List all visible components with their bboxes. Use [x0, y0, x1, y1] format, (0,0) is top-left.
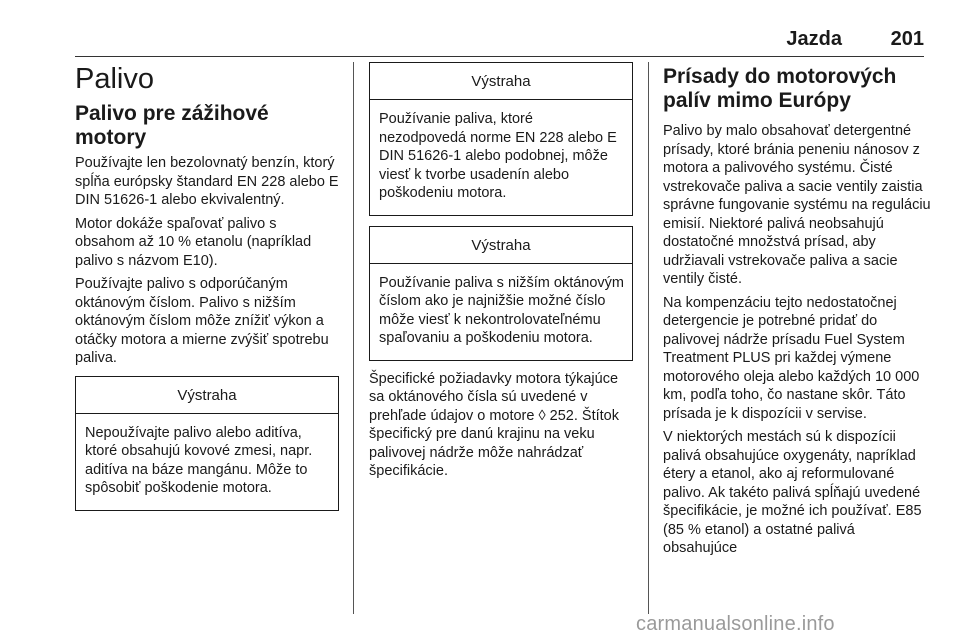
page-title: Palivo [75, 63, 154, 95]
page-number: 201 [890, 28, 924, 50]
column-right [663, 62, 931, 563]
paragraph: Používajte len bezolovnatý benzín, ktorý spĺňa európsky štandard EN 228 alebo E DIN 51626-1 alebo ekvivalentný. [75, 155, 339, 208]
column-divider [648, 62, 649, 614]
warning-text: Nepoužívajte palivo alebo aditíva, ktoré obsahujú kovové zmesi, napr. aditíva na báze mangánu. Môže to spôsobiť poškodenie motora. [85, 424, 313, 496]
warning-title: Výstraha [370, 63, 632, 100]
column-divider [353, 62, 354, 614]
paragraph: Motor dokáže spaľovať palivo s obsahom až 10 % etanolu (napríklad palivo s názvom E10). [75, 215, 312, 269]
paragraph: Špecifické požiadavky motora týkajúce sa oktánového čísla sú uvedené v prehľade údajov o motore ◊ 252. Štítok špecifický pre danú krajinu na veku palivovej nádrže môže nahrádzať špecifikácie. [369, 370, 619, 479]
watermark: carmanualsonline.info [636, 613, 835, 635]
warning-title: Výstraha [370, 227, 632, 264]
page-header [0, 8, 960, 56]
section-heading: Prísady do motorových palív mimo Európy [663, 65, 897, 112]
column-left [75, 62, 340, 511]
warning-text: Používanie paliva, ktoré nezodpovedá norme EN 228 alebo E DIN 51626-1 alebo podobnej, môže viesť k tvorbe usadenín alebo poškodeniu motora. [379, 111, 617, 201]
warning-box [75, 376, 339, 511]
paragraph: Palivo by malo obsahovať detergentné prísady, ktoré bránia peneniu nánosov z motora a palivového systému. Čisté vstrekovače paliva a sacie ventily zaistia správne fungovanie systému na reguláciu emisií. Niektoré palivá neobsahujú dostatočné množstvá prísad, aby udržiavali vstrekovače paliva a sacie ventily čisté. [663, 123, 931, 287]
section-title: Jazda [786, 28, 842, 50]
paragraph: V niektorých mestách sú k dispozícii palivá obsahujúce oxygenáty, napríklad étery a etanol, ako aj reformulované palivo. Ak takéto palivá spĺňajú uvedené špecifikácie, je možné ich používať. E85 (85 % etanol) a ostatné palivá obsahujúce [663, 429, 922, 556]
paragraph: Na kompenzáciu tejto nedostatočnej detergencie je potrebné pridať do palivovej nádrže prísadu Fuel System Treatment PLUS pri každej výmene motorového oleja alebo každých 10 000 km, podľa toho, čo nastane skôr. Táto prísada je k dispozícii v servise. [663, 294, 920, 422]
warning-title: Výstraha [76, 377, 338, 414]
warning-box [369, 62, 633, 216]
warning-box [369, 226, 633, 361]
header-rule [75, 56, 924, 57]
paragraph: Používajte palivo s odporúčaným oktánovým číslom. Palivo s nižším oktánovým číslom môže znížiť výkon a otáčky motora a mierne zvýšiť spotrebu paliva. [75, 276, 329, 366]
warning-text: Používanie paliva s nižším oktánovým číslom ako je najnižšie možné číslo môže viesť k nekontrolovateľnému spaľovaniu a poškodeniu motora. [379, 274, 624, 346]
column-middle [369, 62, 633, 486]
section-heading: Palivo pre zážihové motory [75, 102, 269, 149]
